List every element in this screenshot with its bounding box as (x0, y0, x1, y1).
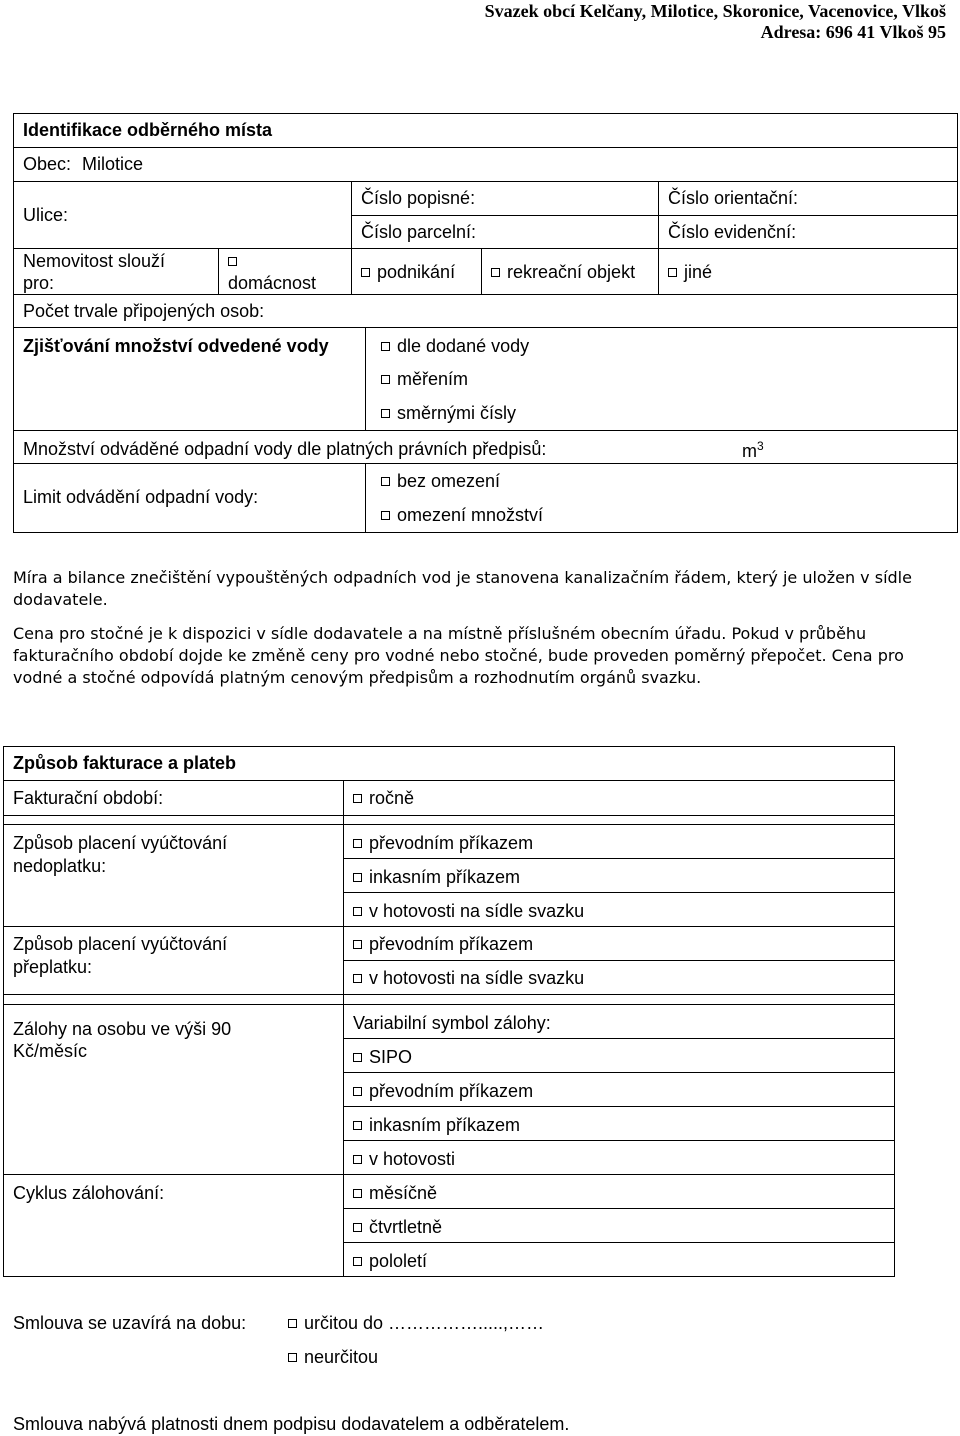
obec-value: Milotice (82, 154, 144, 174)
unit-m3 (742, 439, 764, 462)
zjistovani-label: Zjišťování množství odvedené vody (23, 336, 329, 356)
option-label: omezení množství (397, 505, 544, 525)
checkbox-icon[interactable] (353, 839, 362, 848)
option-label: určitou do …………….....,…… (304, 1313, 545, 1333)
option-label: převodním příkazem (369, 833, 534, 853)
unit-m: m (742, 441, 757, 461)
cislo-orientacni-label: Číslo orientační: (668, 188, 799, 208)
zalohy-label-2: Kč/měsíc (13, 1041, 88, 1061)
option-ctvrtletne[interactable] (353, 1217, 442, 1238)
cislo-popisne-label: Číslo popisné: (361, 188, 476, 208)
option-label: ročně (369, 788, 415, 808)
option-label: čtvrtletně (369, 1217, 443, 1237)
preplatek-label-1: Způsob placení vyúčtování (13, 934, 228, 954)
option-prevodnim-3[interactable] (353, 1081, 533, 1102)
pocet-osob-label: Počet trvale připojených osob: (23, 301, 265, 321)
checkbox-icon[interactable] (381, 342, 390, 351)
limit-label: Limit odvádění odpadní vody: (23, 487, 259, 507)
option-label: rekreační objekt (507, 262, 636, 282)
option-label: měřením (397, 369, 469, 389)
option-prevodnim-1[interactable] (353, 833, 533, 854)
checkbox-icon[interactable] (353, 1087, 362, 1096)
option-label: měsíčně (369, 1183, 438, 1203)
option-label: bez omezení (397, 471, 501, 491)
option-label: převodním příkazem (369, 1081, 534, 1101)
cyklus-label: Cyklus zálohování: (13, 1183, 165, 1203)
checkbox-icon[interactable] (353, 1223, 362, 1232)
option-label: inkasním příkazem (369, 1115, 521, 1135)
checkbox-icon[interactable] (288, 1319, 297, 1328)
option-hotovost-3[interactable] (353, 1149, 455, 1170)
nedoplatek-label-2: nedoplatku: (13, 856, 107, 876)
doba-label: Smlouva se uzavírá na dobu: (13, 1313, 247, 1333)
cislo-evidencni-label: Číslo evidenční: (668, 222, 797, 242)
checkbox-icon[interactable] (353, 794, 362, 803)
ident-title: Identifikace odběrného místa (23, 120, 273, 140)
option-neurcitou[interactable] (288, 1347, 378, 1368)
checkbox-icon[interactable] (353, 1257, 362, 1266)
checkbox-domacnost[interactable] (228, 251, 244, 272)
option-hotovost-1[interactable] (353, 901, 584, 922)
ulice-label: Ulice: (23, 205, 69, 225)
option-hotovost-2[interactable] (353, 968, 584, 989)
checkbox-icon[interactable] (381, 375, 390, 384)
option-sipo[interactable] (353, 1047, 412, 1068)
fakturacni-label: Fakturační období: (13, 788, 164, 808)
option-label: v hotovosti (369, 1149, 456, 1169)
option-dle-dodane[interactable] (381, 336, 529, 357)
option-label: v hotovosti na sídle svazku (369, 968, 585, 988)
option-merenim[interactable] (381, 369, 468, 390)
checkbox-icon[interactable] (288, 1353, 297, 1362)
option-label: inkasním příkazem (369, 867, 521, 887)
option-smernymi[interactable] (381, 403, 516, 424)
billing-title: Způsob fakturace a plateb (13, 753, 237, 773)
checkbox-icon[interactable] (353, 907, 362, 916)
header-line-1: Svazek obcí Kelčany, Milotice, Skoronice, Vacenovice, Vlkoš (484, 1, 946, 21)
checkbox-icon[interactable] (381, 409, 390, 418)
variabilni-label: Variabilní symbol zálohy: (353, 1013, 551, 1033)
platnost-text: Smlouva nabývá platnosti dnem podpisu dodavatelem a odběratelem. (13, 1414, 570, 1434)
checkbox-icon[interactable] (353, 1155, 362, 1164)
zalohy-label-1: Zálohy na osobu ve výši 90 (13, 1019, 232, 1039)
option-label: neurčitou (304, 1347, 379, 1367)
checkbox-icon[interactable] (381, 477, 390, 486)
checkbox-icon[interactable] (353, 1189, 362, 1198)
option-label: směrnými čísly (397, 403, 517, 423)
option-label: v hotovosti na sídle svazku (369, 901, 585, 921)
option-jine[interactable] (668, 262, 712, 283)
option-rocne[interactable] (353, 788, 414, 809)
checkbox-icon[interactable] (361, 268, 370, 277)
option-omezeni[interactable] (381, 505, 543, 526)
option-label: převodním příkazem (369, 934, 534, 954)
option-label: dle dodané vody (397, 336, 530, 356)
option-podnikani[interactable] (361, 262, 455, 283)
option-inkasnim-1[interactable] (353, 867, 520, 888)
obec-row (23, 154, 143, 175)
option-bez-omezeni[interactable] (381, 471, 500, 492)
checkbox-icon[interactable] (381, 511, 390, 520)
option-label: SIPO (369, 1047, 413, 1067)
checkbox-icon[interactable] (353, 873, 362, 882)
option-domacnost-label: domácnost (228, 273, 317, 293)
checkbox-icon[interactable] (228, 257, 237, 266)
paragraph-bilance: Míra a bilance znečištění vypouštěných odpadních vod je stanovena kanalizačním řádem, který je uložen v sídle dodavatele. (13, 568, 912, 609)
checkbox-icon[interactable] (491, 268, 500, 277)
nemovitost-label-1: Nemovitost slouží (23, 251, 166, 271)
option-mesicne[interactable] (353, 1183, 437, 1204)
checkbox-icon[interactable] (353, 974, 362, 983)
obec-label: Obec: (23, 154, 72, 174)
preplatek-label-2: přeplatku: (13, 957, 93, 977)
option-prevodnim-2[interactable] (353, 934, 533, 955)
cislo-parcelni-label: Číslo parcelní: (361, 222, 477, 242)
option-pololeti[interactable] (353, 1251, 427, 1272)
option-label: pololetí (369, 1251, 428, 1271)
option-label: podnikání (377, 262, 456, 282)
checkbox-icon[interactable] (353, 940, 362, 949)
header-line-2: Adresa: 696 41 Vlkoš 95 (760, 22, 946, 42)
mnozstvi-label: Množství odváděné odpadní vody dle platných právních předpisů: (23, 439, 547, 459)
option-rekreacni[interactable] (491, 262, 635, 283)
checkbox-icon[interactable] (668, 268, 677, 277)
nemovitost-label-2: pro: (23, 273, 55, 293)
option-urcitou[interactable] (288, 1313, 544, 1334)
option-inkasnim-3[interactable] (353, 1115, 520, 1136)
unit-exponent: 3 (757, 439, 764, 453)
option-label: jiné (684, 262, 713, 282)
checkbox-icon[interactable] (353, 1053, 362, 1062)
checkbox-icon[interactable] (353, 1121, 362, 1130)
nedoplatek-label-1: Způsob placení vyúčtování (13, 833, 228, 853)
paragraph-cena: Cena pro stočné je k dispozici v sídle dodavatele a na místně příslušném obecním úřadu. Pokud v průběhu fakturačního období dojde ke změně ceny pro vodné nebo stočné, bude proveden poměrný přepočet. Cena pro vodné a stočné odpovídá platným cenovým předpisům a rozhodnutím orgánů svazku. (13, 624, 904, 687)
